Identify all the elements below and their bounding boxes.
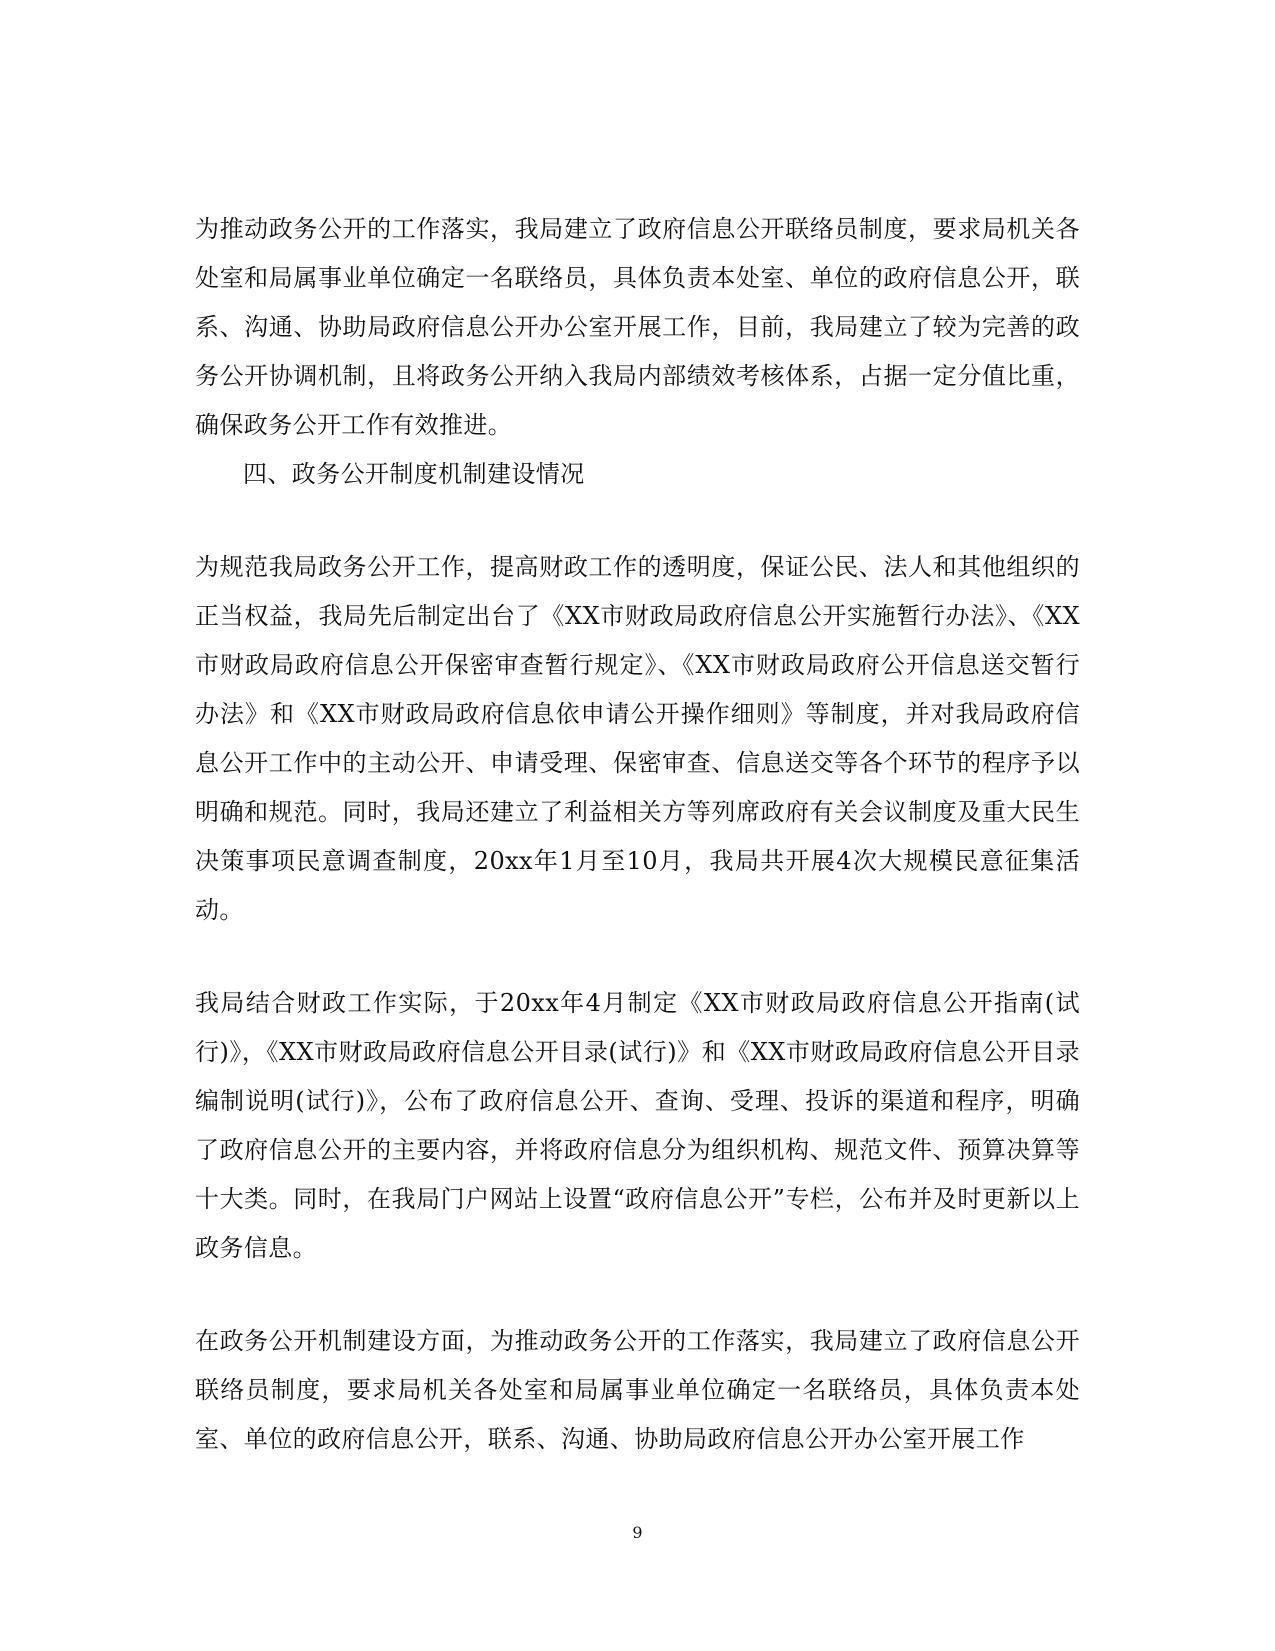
- page-number: 9: [632, 1523, 643, 1542]
- paragraph-guidelines: 我局结合财政工作实际，于20xx年4月制定《XX市财政局政府信息公开指南(试行)》，《XX市财政局政府信息公开目录(试行)》和《XX市财政局政府信息公开目录编制说明(试行)》，公布了政府信息公开、查询、受理、投诉的渠道和程序，明确了政府信息公开的主要内容，并将政府信息分为组织机构、规范文件、预算决算等十大类。同时，在我局门户网站上设置“政府信息公开”专栏，公布并及时更新以上政务信息。: [195, 989, 1080, 1262]
- document-body: [195, 205, 1080, 1464]
- paragraph-spacer: [195, 1273, 1080, 1317]
- paragraph-liaison-system: 为推动政务公开的工作落实，我局建立了政府信息公开联络员制度，要求局机关各处室和局属事业单位确定一名联络员，具体负责本处室、单位的政府信息公开，联系、沟通、协助局政府信息公开办公室开展工作，目前，我局建立了较为完善的政务公开协调机制，且将政务公开纳入我局内部绩效考核体系，占据一定分值比重，确保政务公开工作有效推进。: [195, 215, 1080, 439]
- paragraph-regulations: 为规范我局政务公开工作，提高财政工作的透明度，保证公民、法人和其他组织的正当权益，我局先后制定出台了《XX市财政局政府信息公开实施暂行办法》、《XX市财政局政府信息公开保密审查暂行规定》、《XX市财政局政府公开信息送交暂行办法》和《XX市财政局政府信息依申请公开操作细则》等制度，并对我局政府信息公开工作中的主动公开、申请受理、保密审查、信息送交等各个环节的程序予以明确和规范。同时，我局还建立了利益相关方等列席政府有关会议制度及重大民生决策事项民意调查制度，20xx年1月至10月，我局共开展4次大规模民意征集活动。: [195, 553, 1080, 924]
- paragraph-spacer: [195, 935, 1080, 979]
- paragraph-spacer: [195, 499, 1080, 543]
- section-heading: 四、政务公开制度机制建设情况: [243, 460, 585, 488]
- paragraph-mechanism: 在政务公开机制建设方面，为推动政务公开的工作落实，我局建立了政府信息公开联络员制度，要求局机关各处室和局属事业单位确定一名联络员，具体负责本处室、单位的政府信息公开，联系、沟通、协助局政府信息公开办公室开展工作: [195, 1327, 1080, 1453]
